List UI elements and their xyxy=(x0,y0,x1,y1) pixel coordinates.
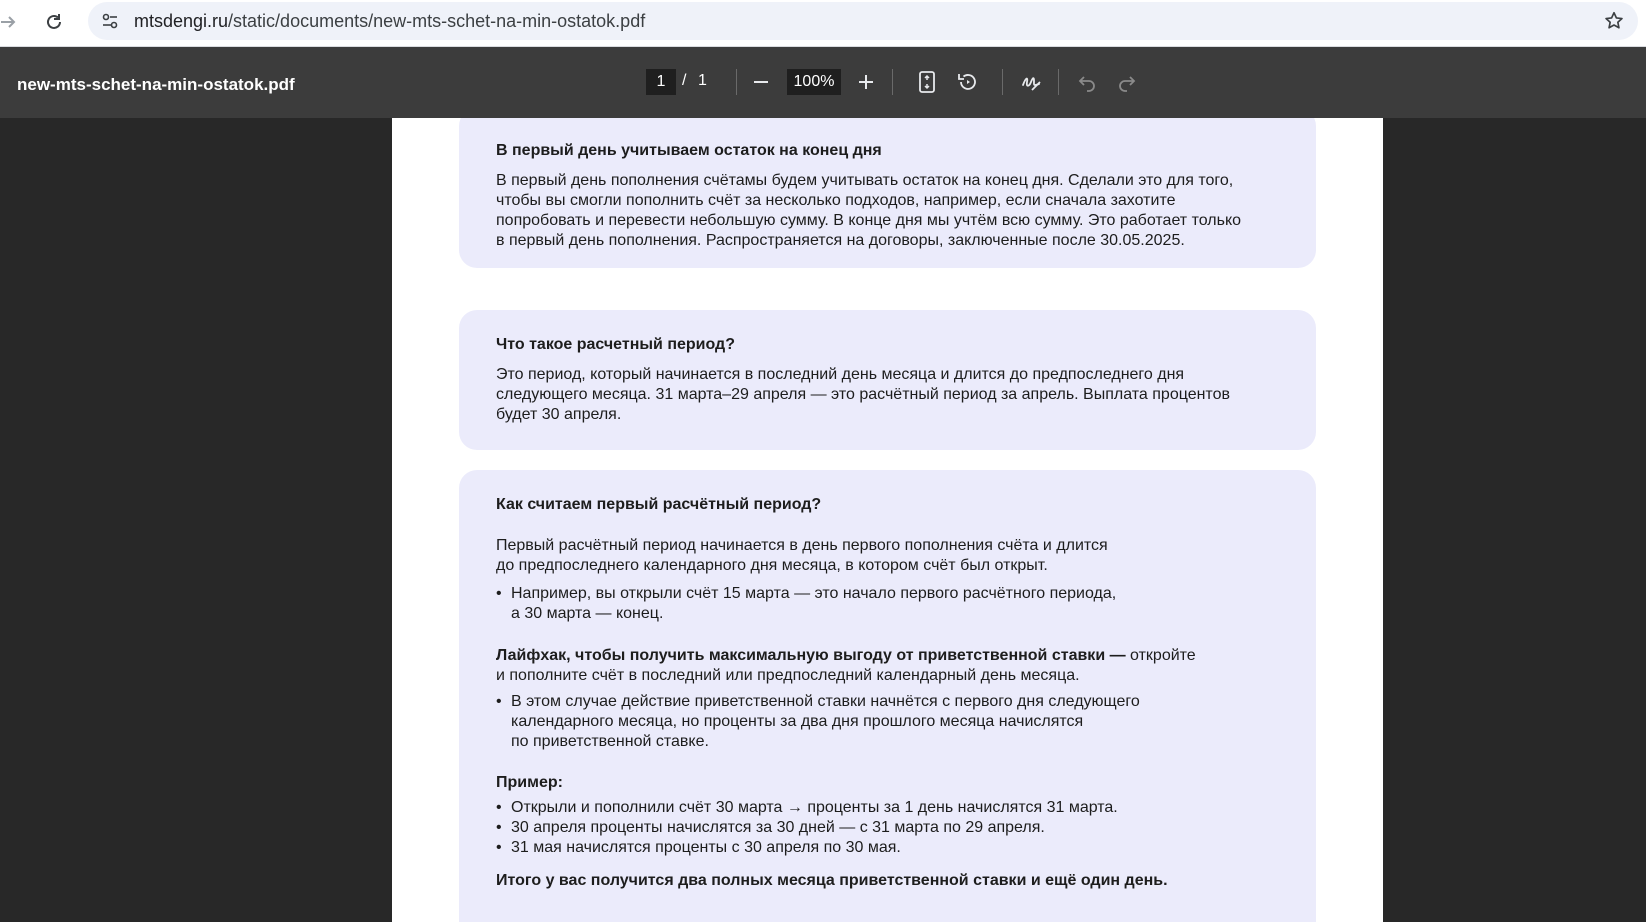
text-line: Это период, который начинается в последний день месяца и длится до предпоследнего дня xyxy=(496,366,1185,383)
forward-arrow-icon[interactable] xyxy=(0,6,24,38)
pdf-toolbar xyxy=(0,47,1646,118)
info-card-billing-period xyxy=(459,310,1316,450)
minus-icon xyxy=(752,73,770,91)
lifehack-paragraph xyxy=(496,646,1296,686)
card-heading: Как считаем первый расчётный период? xyxy=(496,496,822,513)
text-line: календарного месяца, но проценты за два дня прошлого месяца начислятся xyxy=(511,713,1084,730)
lifehack-bold: Лайфхак, чтобы получить максимальную выгоду от приветственной ставки — xyxy=(496,647,1126,664)
rotate-button[interactable] xyxy=(952,67,982,97)
text-line: Первый расчётный период начинается в день первого пополнения счёта и длится xyxy=(496,537,1108,554)
card-paragraph xyxy=(496,171,1296,251)
text-line: Открыли и пополнили счёт 30 марта → проценты за 1 день начислятся 31 марта. xyxy=(511,799,1118,816)
text-line: а 30 марта — конец. xyxy=(511,605,664,622)
fit-to-page-button[interactable] xyxy=(912,67,942,97)
pdf-file-name: new-mts-schet-na-min-ostatok.pdf xyxy=(17,75,295,94)
text-line: до предпоследнего календарного дня месяца, в котором счёт был открыт. xyxy=(496,557,1048,574)
fit-page-icon xyxy=(918,71,936,93)
intro-paragraph xyxy=(496,536,1296,576)
pdf-viewer[interactable] xyxy=(0,118,1646,922)
address-bar[interactable] xyxy=(88,2,1638,40)
bullet-dot: • xyxy=(496,839,502,856)
info-card-first-period xyxy=(459,470,1316,922)
redo-button[interactable] xyxy=(1112,67,1142,97)
undo-button[interactable] xyxy=(1072,67,1102,97)
page-separator: / xyxy=(682,72,687,89)
card-heading: Что такое расчетный период? xyxy=(496,336,735,353)
bookmark-star-icon[interactable] xyxy=(1602,9,1626,33)
example-heading: Пример: xyxy=(496,774,563,791)
reload-icon[interactable] xyxy=(38,6,70,38)
lifehack-rest: откройте xyxy=(1125,647,1196,664)
text-line: по приветственной ставке. xyxy=(511,733,709,750)
annotate-button[interactable] xyxy=(1016,67,1046,97)
bullet-dot: • xyxy=(496,585,502,602)
text-line: В этом случае действие приветственной ставки начнётся с первого дня следующего xyxy=(511,693,1140,710)
toolbar-divider xyxy=(736,69,737,95)
toolbar-divider xyxy=(892,69,893,95)
undo-icon xyxy=(1077,72,1097,92)
browser-toolbar xyxy=(0,0,1646,47)
bullet-dot: • xyxy=(496,799,502,816)
text-line: попробовать и перевести небольшую сумму. В конце дня мы учтём всю сумму. Это работает только xyxy=(496,212,1242,229)
card-paragraph xyxy=(496,365,1296,425)
text-line: 31 мая начислятся проценты с 30 апреля по 30 мая. xyxy=(511,839,901,856)
zoom-out-button[interactable] xyxy=(746,67,776,97)
redo-icon xyxy=(1117,72,1137,92)
site-settings-icon[interactable] xyxy=(98,9,122,33)
page-total: 1 xyxy=(698,72,707,89)
text-line: следующего месяца. 31 марта–29 апреля — это расчётный период за апрель. Выплата процентов xyxy=(496,386,1230,403)
summary-text: Итого у вас получится два полных месяца приветственной ставки и ещё один день. xyxy=(496,872,1168,889)
card-heading: В первый день учитываем остаток на конец дня xyxy=(496,142,882,159)
rotate-icon xyxy=(956,71,978,93)
zoom-input[interactable]: 100% xyxy=(787,69,841,95)
text-line: чтобы вы смогли пополнить счёт за несколько подходов, например, если сначала захотите xyxy=(496,192,1176,209)
pdf-page xyxy=(392,118,1383,922)
page-number-input[interactable]: 1 xyxy=(646,69,676,95)
text-line: Например, вы открыли счёт 15 марта — это начало первого расчётного периода, xyxy=(511,585,1117,602)
toolbar-divider xyxy=(1058,69,1059,95)
info-card-first-day xyxy=(459,118,1316,268)
url-text[interactable] xyxy=(134,11,645,32)
text-line: будет 30 апреля. xyxy=(496,406,622,423)
zoom-in-button[interactable] xyxy=(851,67,881,97)
text-line: и пополните счёт в последний или предпоследний календарный день месяца. xyxy=(496,667,1080,684)
text-line: В первый день пополнения счётамы будем учитывать остаток на конец дня. Сделали это для того, xyxy=(496,172,1234,189)
text-line: 30 апреля проценты начислятся за 30 дней — с 31 марта по 29 апреля. xyxy=(511,819,1045,836)
url-path: /static/documents/new-mts-schet-na-min-ostatok.pdf xyxy=(228,11,646,31)
plus-icon xyxy=(857,73,875,91)
url-host: mtsdengi.ru xyxy=(134,11,229,31)
toolbar-divider xyxy=(1002,69,1003,95)
draw-icon xyxy=(1020,71,1042,93)
bullet-dot: • xyxy=(496,693,502,710)
text-line: в первый день пополнения. Распространяется на договоры, заключенные после 30.05.2025. xyxy=(496,232,1185,249)
bullet-dot: • xyxy=(496,819,502,836)
